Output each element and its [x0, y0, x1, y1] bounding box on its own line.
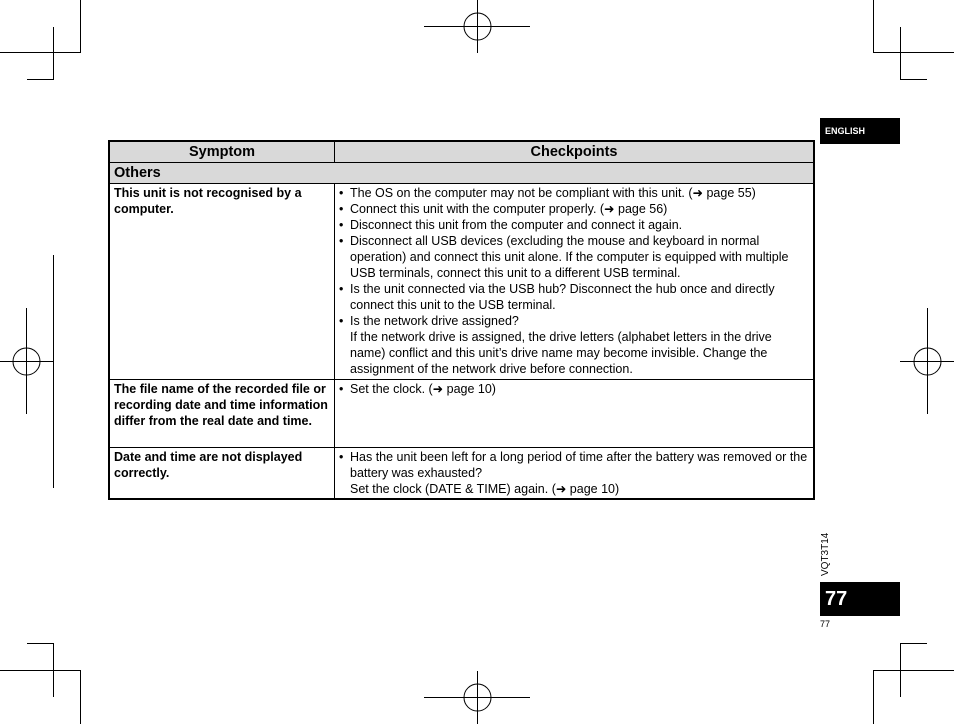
checkpoint-text: Connect this unit with the computer properly. (➜ page 56) — [350, 202, 668, 216]
section-heading: Others — [109, 163, 814, 184]
checkpoint-text: The OS on the computer may not be compliant with this unit. (➜ page 55) — [350, 186, 756, 200]
troubleshooting-table — [108, 140, 815, 500]
checkpoints-cell — [335, 448, 815, 500]
checkpoint-item — [339, 233, 809, 281]
symptom-column-header: Symptom — [109, 141, 335, 163]
table-row — [109, 448, 814, 500]
checkpoint-list — [339, 449, 809, 497]
checkpoint-list — [339, 185, 809, 377]
table-row — [109, 380, 814, 448]
checkpoint-item — [339, 201, 809, 217]
checkpoints-column-header: Checkpoints — [335, 141, 815, 163]
checkpoint-item — [339, 281, 809, 313]
checkpoints-cell — [335, 184, 815, 380]
checkpoint-item — [339, 217, 809, 233]
checkpoint-item — [339, 449, 809, 497]
header-row — [109, 141, 814, 163]
checkpoints-cell — [335, 380, 815, 448]
page-number-small: 77 — [820, 619, 831, 629]
checkpoint-text: Is the unit connected via the USB hub? Disconnect the hub once and directly connect this unit to the USB terminal. — [350, 282, 775, 312]
checkpoint-item — [339, 313, 809, 377]
checkpoint-subtext: Set the clock (DATE & TIME) again. (➜ page 10) — [350, 482, 620, 496]
symptom-cell: Date and time are not displayed correctly. — [109, 448, 335, 500]
checkpoint-item — [339, 185, 809, 201]
checkpoint-list — [339, 381, 809, 397]
checkpoint-text: Set the clock. (➜ page 10) — [350, 382, 496, 396]
table-row — [109, 184, 814, 380]
checkpoint-item — [339, 381, 809, 397]
checkpoint-subtext: If the network drive is assigned, the drive letters (alphabet letters in the drive name) conflict and this unit’s drive name may become invisible. Change the assignment of the network drive before connection. — [350, 330, 772, 376]
section-row — [109, 163, 814, 184]
checkpoint-text: Has the unit been left for a long period of time after the battery was removed or the battery was exhausted? — [350, 450, 808, 480]
checkpoint-text: Disconnect this unit from the computer and connect it again. — [350, 218, 683, 232]
symptom-cell: The file name of the recorded file or recording date and time information differ from the real date and time. — [109, 380, 335, 448]
document-code: VQT3T14 — [820, 532, 831, 576]
checkpoint-text: Is the network drive assigned? — [350, 314, 519, 328]
language-tab: ENGLISH — [820, 118, 900, 144]
symptom-cell: This unit is not recognised by a computer. — [109, 184, 335, 380]
checkpoint-text: Disconnect all USB devices (excluding the mouse and keyboard in normal operation) and connect this unit alone. If the computer is equipped with multiple USB terminals, connect this unit to a different USB terminal. — [350, 234, 789, 280]
page-number-tab: 77 — [820, 582, 900, 616]
